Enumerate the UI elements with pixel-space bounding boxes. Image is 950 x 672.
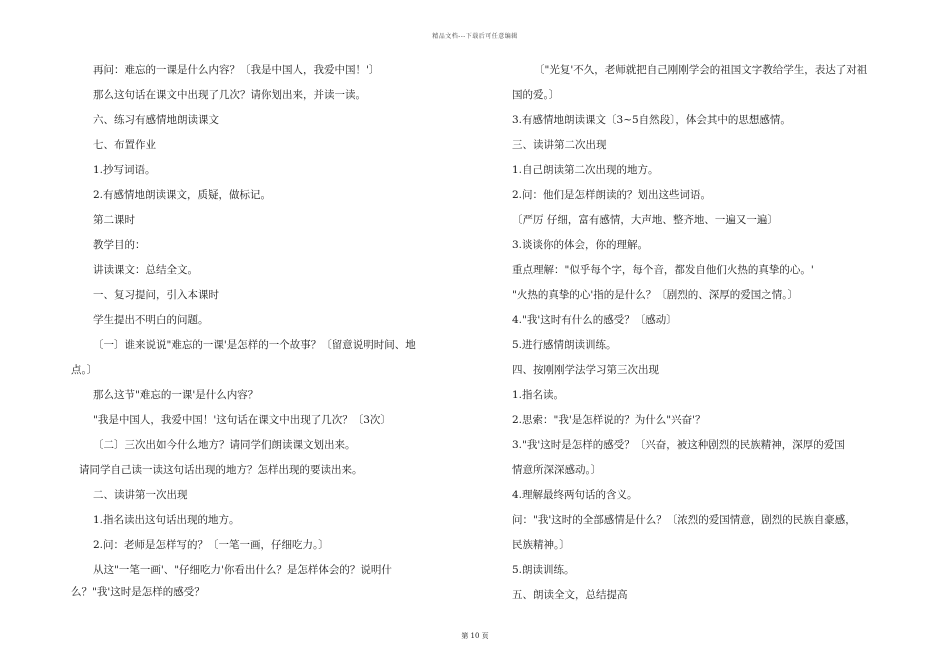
text-line: 1.指名读出这句话出现的地方。 bbox=[93, 514, 240, 526]
text-line: 么？"我'这时是怎样的感受？ bbox=[71, 586, 205, 598]
text-line: 那么这节"难忘的一课'是什么内容？ bbox=[93, 389, 259, 401]
text-line: 1.自己朗读第二次出现的地方。 bbox=[512, 164, 659, 176]
text-line: 5.朗读训练。 bbox=[512, 564, 575, 576]
text-line: 四、按刚刚学法学习第三次出现 bbox=[512, 364, 659, 376]
text-line: 〔"光复'不久，老师就把自己刚刚学会的祖国文字教给学生，表达了对祖 bbox=[534, 64, 868, 76]
text-line: 国的爱。〕 bbox=[512, 89, 560, 101]
text-line: 六、练习有感情地朗读课文 bbox=[93, 114, 219, 126]
text-line: 〔二〕三次出如今什么地方？请同学们朗读课文划出来。 bbox=[93, 439, 356, 451]
text-line: 5.进行感情朗读训练。 bbox=[512, 339, 617, 351]
page-number: 第 10 页 bbox=[461, 632, 489, 640]
text-line: 2.思索："我'是怎样说的？为什么"兴奋'？ bbox=[512, 414, 706, 426]
text-line: 民族精神。〕 bbox=[512, 539, 570, 551]
page-header: 精品文档---下载后可任意编辑 bbox=[432, 33, 518, 40]
text-line: 3.有感情地朗读课文〔3~5自然段〕，体会其中的思想感情。 bbox=[512, 114, 791, 126]
text-line: 一、复习提问，引入本课时 bbox=[93, 289, 219, 301]
text-line: 点。〕 bbox=[71, 364, 98, 376]
text-line: 4.理解最终两句话的含义。 bbox=[512, 489, 638, 501]
text-line: 重点理解："似乎每个字，每个音，都发自他们火热的真挚的心。' bbox=[512, 264, 814, 276]
text-line: 教学目的： bbox=[93, 239, 146, 251]
text-line: 请同学自己读一读这句话出现的地方？怎样出现的要读出来。 bbox=[79, 464, 363, 476]
text-line: 3.谈谈你的体会，你的理解。 bbox=[512, 239, 649, 251]
text-line: 1.指名读。 bbox=[512, 389, 565, 401]
text-line: 情意所深深感动。〕 bbox=[512, 464, 602, 476]
text-line: 3."我'这时是怎样的感受？〔兴奋，被这种剧烈的民族精神，深厚的爱国 bbox=[512, 439, 845, 451]
text-line: 〔严厉 仔细，富有感情，大声地、整齐地、一遍又一遍〕 bbox=[512, 214, 778, 226]
text-line: 1.抄写词语。 bbox=[93, 164, 156, 176]
text-line: 再问：难忘的一课是什么内容？〔我是中国人，我爱中国！'〕 bbox=[93, 64, 380, 76]
text-line: "我是中国人，我爱中国！'这句话在课文中出现了几次？〔3次〕 bbox=[93, 414, 391, 426]
text-line: 三、读讲第二次出现 bbox=[512, 139, 607, 151]
text-line: 第二课时 bbox=[93, 214, 135, 226]
text-line: 2.有感情地朗读课文，质疑，做标记。 bbox=[93, 189, 272, 201]
text-line: 〔一〕谁来说说"难忘的一课'是怎样的一个故事？〔留意说明时间、地 bbox=[93, 339, 416, 351]
text-line: 2.问：老师是怎样写的？〔一笔一画，仔细吃力。〕 bbox=[93, 539, 329, 551]
text-line: 五、朗读全文，总结提高 bbox=[512, 589, 628, 601]
text-line: 学生提出不明白的问题。 bbox=[93, 314, 209, 326]
text-line: 2.问：他们是怎样朗读的？划出这些词语。 bbox=[512, 189, 712, 201]
text-line: "火热的真挚的心'指的是什么？〔剧烈的、深厚的爱国之情。〕 bbox=[512, 289, 798, 301]
text-line: 4."我'这时有什么的感受？〔感动〕 bbox=[512, 314, 677, 326]
text-line: 问："我'这时的全部感情是什么？〔浓烈的爱国情意，剧烈的民族自豪感， bbox=[512, 514, 856, 526]
text-line: 讲读课文：总结全文。 bbox=[93, 264, 198, 276]
text-line: 二、读讲第一次出现 bbox=[93, 489, 188, 501]
text-line: 那么这句话在课文中出现了几次？请你划出来，并读一读。 bbox=[93, 89, 366, 101]
text-line: 从这"一笔一画'、"仔细吃力'你看出什么？是怎样体会的？说明什 bbox=[93, 564, 392, 576]
text-line: 七、布置作业 bbox=[93, 139, 156, 151]
